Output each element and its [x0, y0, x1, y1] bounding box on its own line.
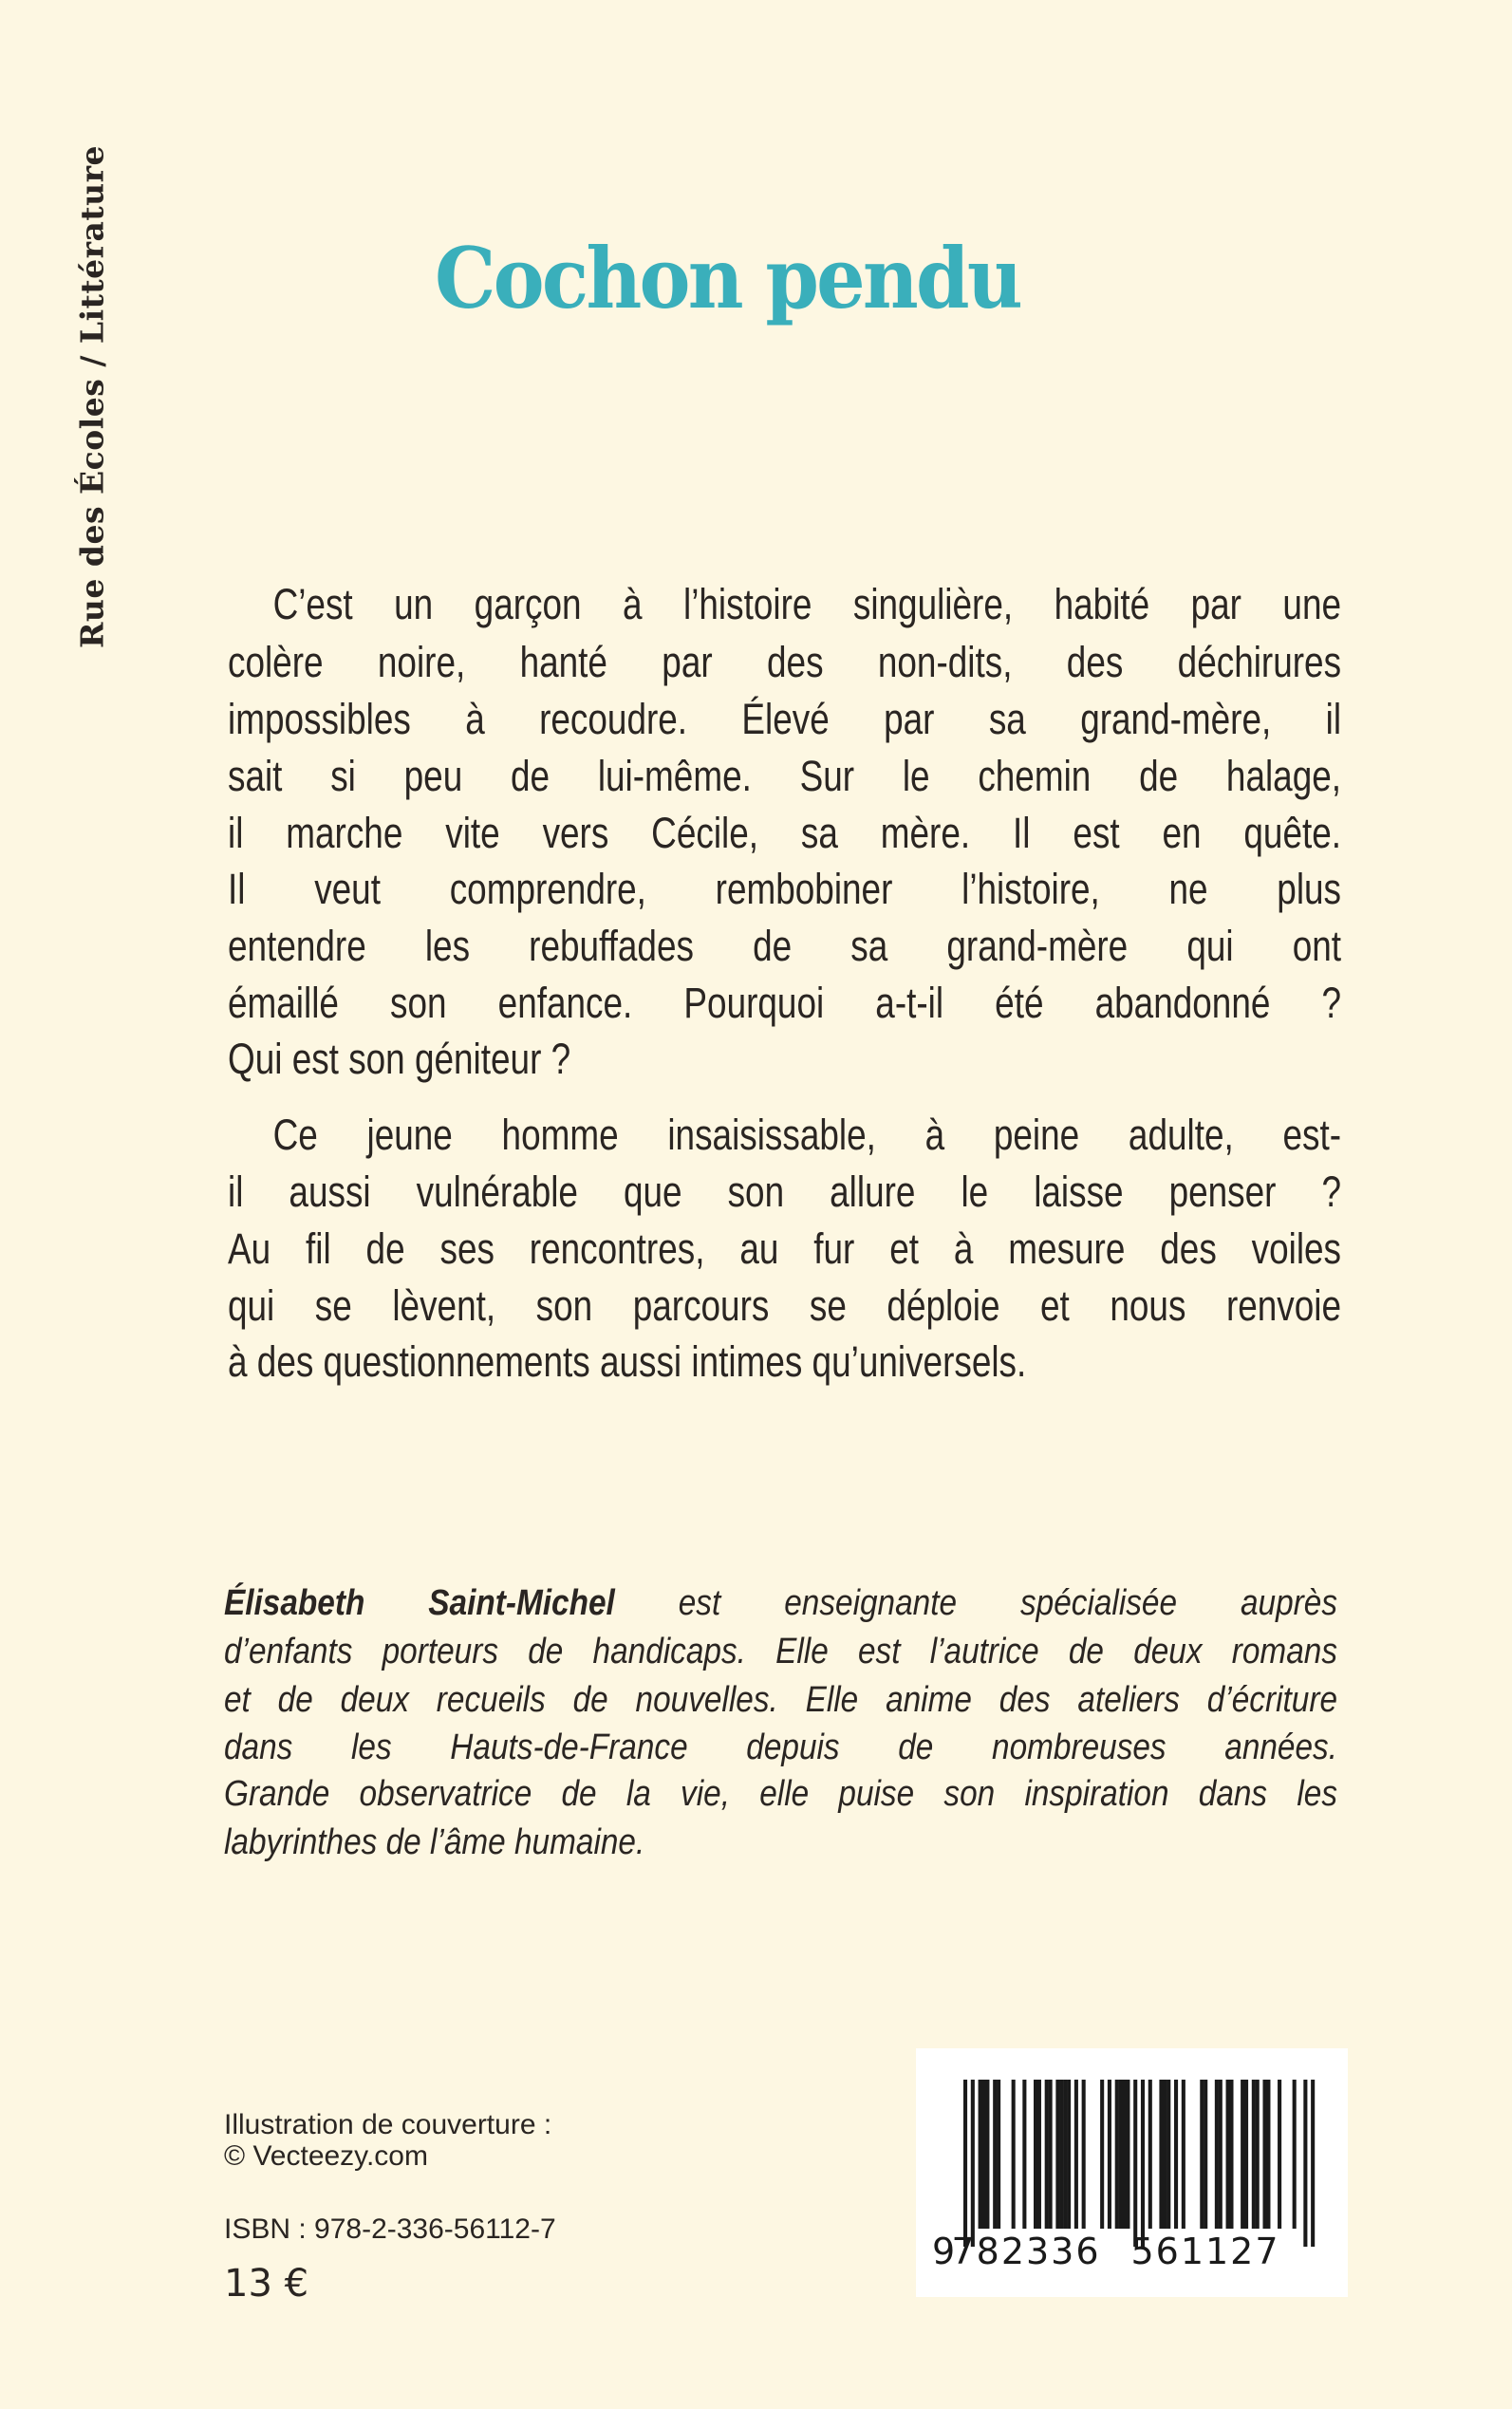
text-line: Élisabeth Saint-Michel est enseignante spécialisée auprès — [224, 1583, 1338, 1623]
text-line: dans les Hauts-de-France depuis de nombreuses années. — [224, 1727, 1338, 1767]
barcode-bar — [1262, 2080, 1266, 2229]
spine-series-label: Rue des Écoles / Littérature — [73, 144, 111, 649]
barcode-bar — [1244, 2080, 1248, 2229]
price: 13 € — [224, 2262, 309, 2306]
barcode-bar — [1037, 2080, 1041, 2229]
barcode-digit-first: 9 — [932, 2231, 956, 2272]
text-line: Grande observatrice de la vie, elle puise son inspiration dans les — [224, 1774, 1338, 1814]
text-line: à des questionnements aussi intimes qu’universels. — [228, 1337, 1027, 1386]
barcode-bar — [1229, 2080, 1233, 2229]
illustration-credit-source: © Vecteezy.com — [224, 2140, 428, 2172]
book-title: Cochon pendu — [435, 229, 1020, 327]
barcode-bar — [1167, 2080, 1170, 2229]
text-line: et de deux recueils de nouvelles. Elle anime des ateliers d’écriture — [224, 1680, 1338, 1720]
text-line: colère noire, hanté par des non-dits, des déchirures — [228, 638, 1342, 686]
barcode-bar — [1126, 2080, 1129, 2229]
isbn-text: ISBN : 978-2-336-56112-7 — [224, 2213, 556, 2245]
text-line: émaillé son enfance. Pourquoi a-t-il été abandonné ? — [228, 979, 1342, 1027]
barcode-bar — [1163, 2080, 1167, 2229]
barcode-digits-right: 561127 — [1130, 2231, 1280, 2272]
barcode-bar — [1045, 2080, 1049, 2229]
barcode-bar — [1119, 2080, 1123, 2229]
barcode-bar — [1115, 2080, 1119, 2229]
text-line: impossibles à recoudre. Élevé par sa grand-mère, il — [228, 695, 1342, 743]
barcode-bar — [1049, 2080, 1053, 2229]
barcode-bar — [1055, 2080, 1059, 2229]
barcode-bar — [1012, 2080, 1016, 2229]
text-line: Au fil de ses rencontres, au fur et à mesure des voiles — [228, 1224, 1342, 1273]
barcode-bar — [981, 2080, 985, 2229]
text-line: il aussi vulnérable que son allure le laisse penser ? — [228, 1167, 1342, 1216]
barcode-bar — [1215, 2080, 1219, 2229]
barcode-bar — [1278, 2080, 1281, 2229]
barcode-bar — [1241, 2080, 1244, 2229]
barcode-bar — [1122, 2080, 1126, 2229]
barcode-bar — [1252, 2080, 1256, 2229]
text-line: d’enfants porteurs de handicaps. Elle est l’autrice de deux romans — [224, 1632, 1338, 1671]
barcode — [916, 2048, 1348, 2297]
barcode-bar — [1067, 2080, 1071, 2229]
barcode-bar — [1182, 2080, 1185, 2229]
author-name: Élisabeth Saint-Michel — [224, 1583, 615, 1623]
text-line: Il veut comprendre, rembobiner l’histoire, ne plus — [228, 865, 1342, 913]
text-line: qui se lèvent, son parcours se déploie et nous renvoie — [228, 1281, 1342, 1330]
barcode-digits-left: 782336 — [951, 2231, 1101, 2272]
barcode-bar — [1303, 2080, 1307, 2247]
barcode-bar — [1141, 2080, 1145, 2247]
barcode-bar — [963, 2080, 967, 2247]
barcode-bar — [1159, 2080, 1163, 2229]
barcode-bar — [1133, 2080, 1137, 2247]
barcode-bar — [1059, 2080, 1063, 2229]
barcode-bar — [1256, 2080, 1260, 2229]
barcode-bar — [1100, 2080, 1104, 2229]
barcode-bar — [1200, 2080, 1204, 2229]
barcode-bar — [1266, 2080, 1270, 2229]
barcode-bar — [1219, 2080, 1223, 2229]
illustration-credit-label: Illustration de couverture : — [224, 2109, 552, 2140]
barcode-bar — [1311, 2080, 1315, 2247]
barcode-bar — [971, 2080, 975, 2247]
barcode-bar — [997, 2080, 1000, 2229]
text-line: sait si peu de lui-même. Sur le chemin de halage, — [228, 752, 1342, 800]
text-line: labyrinthes de l’âme humaine. — [224, 1822, 645, 1862]
barcode-bar — [1082, 2080, 1086, 2229]
text-line: Ce jeune homme insaisissable, à peine adulte, est- — [272, 1111, 1342, 1159]
barcode-bar — [1204, 2080, 1207, 2229]
barcode-bar — [1293, 2080, 1297, 2229]
barcode-bar — [1074, 2080, 1078, 2229]
barcode-bar — [1034, 2080, 1037, 2229]
barcode-bar — [1022, 2080, 1026, 2229]
barcode-bar — [979, 2080, 982, 2229]
barcode-bar — [1226, 2080, 1230, 2229]
text-line: Qui est son géniteur ? — [228, 1035, 571, 1083]
text-line: entendre les rebuffades de sa grand-mère qui ont — [228, 922, 1342, 970]
text-line: C’est un garçon à l’histoire singulière, habité par une — [272, 580, 1342, 628]
barcode-bar — [985, 2080, 989, 2229]
barcode-bar — [993, 2080, 997, 2229]
barcode-bar — [1108, 2080, 1111, 2229]
barcode-bar — [1063, 2080, 1067, 2229]
barcode-bar — [1148, 2080, 1152, 2229]
text-line: il marche vite vers Cécile, sa mère. Il est en quête. — [228, 809, 1342, 857]
barcode-bar — [1174, 2080, 1178, 2229]
barcode-graphic — [916, 2048, 1348, 2297]
